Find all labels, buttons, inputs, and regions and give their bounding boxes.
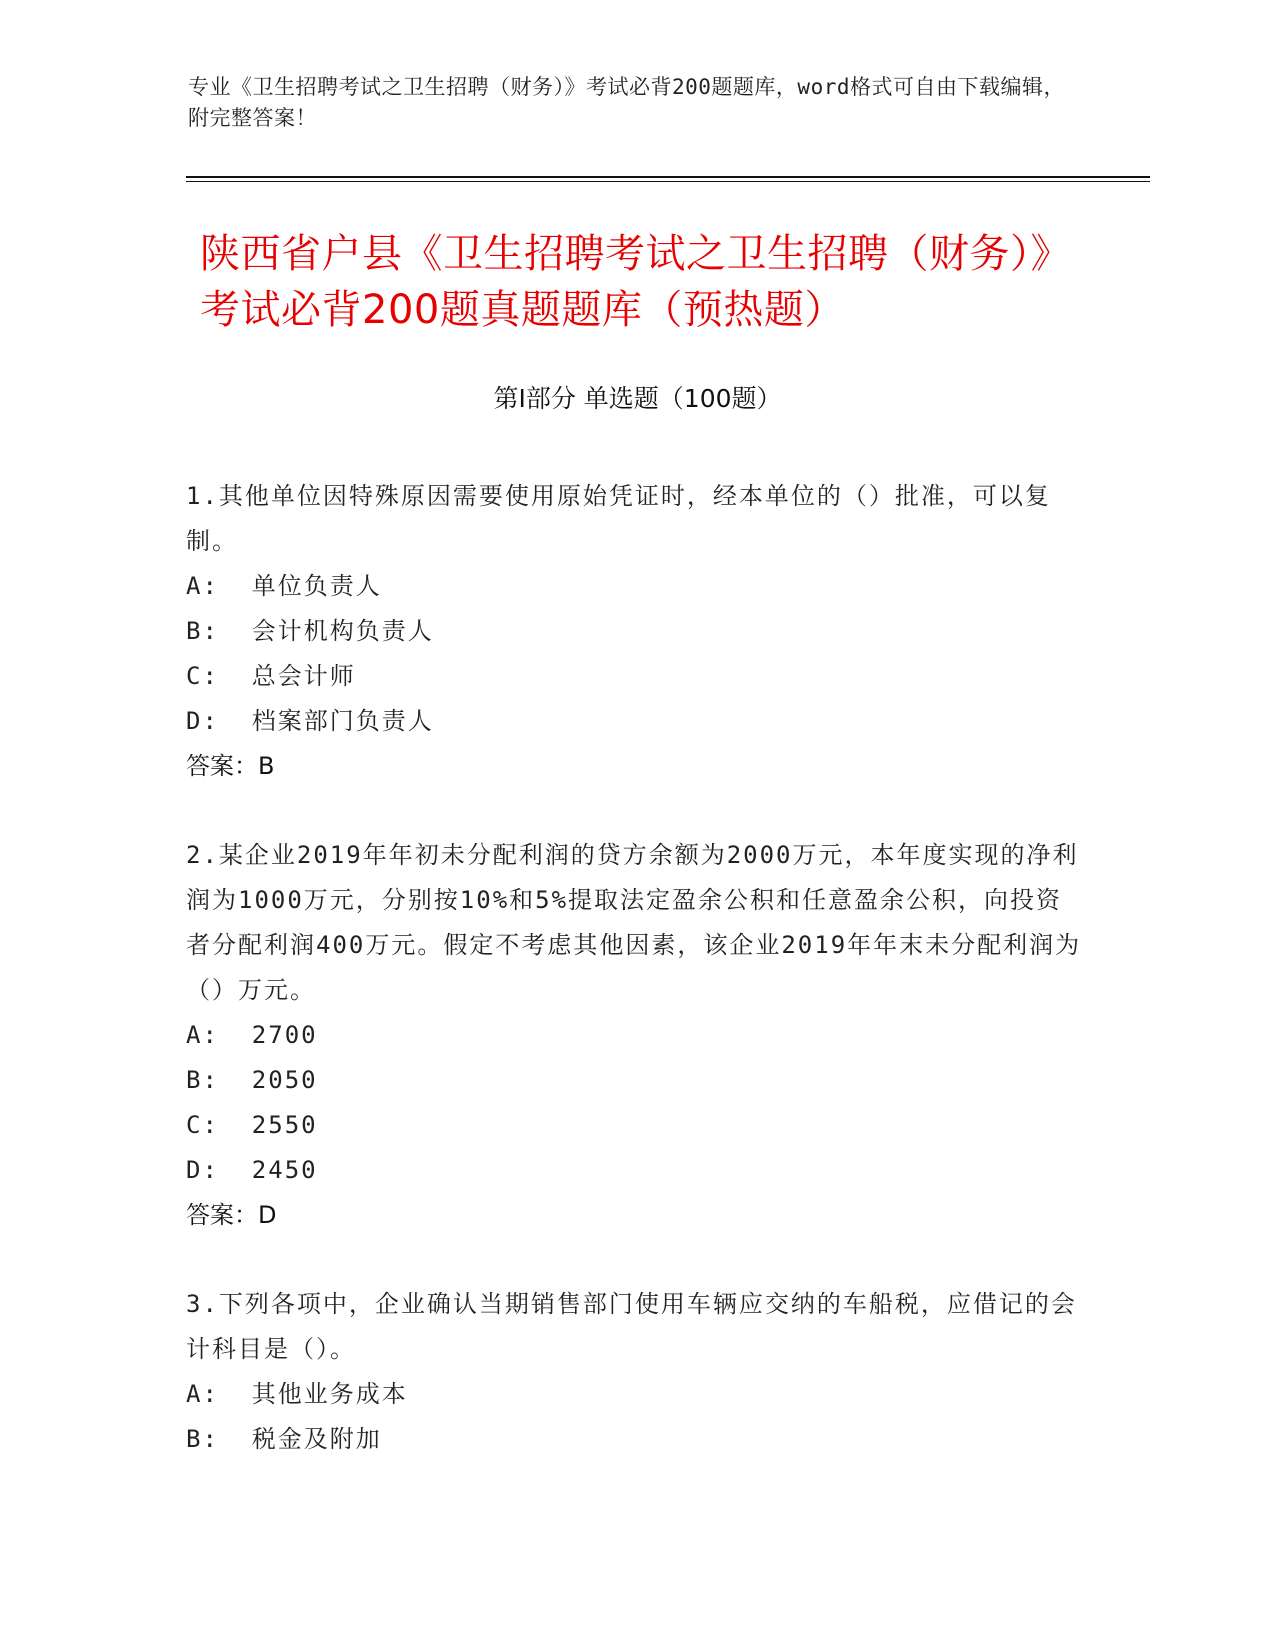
option-c: C: 2550 [186,1111,318,1139]
option-b: B: 会计机构负责人 [186,617,434,645]
question-spacer [186,789,1086,833]
question-stem: 2.某企业2019年年初未分配利润的贷方余额为2000万元，本年度实现的净利润为1000万元，分别按10%和5%提取法定盈余公积和任意盈余公积，向投资者分配利润400万元。假定不考虑其他因素，该企业2019年年末未分配利润为（）万元。 [186,841,1082,1004]
question-spacer [186,1238,1086,1282]
question-1 [186,474,1086,789]
question-3 [186,1282,1086,1462]
option-a: A: 其他业务成本 [186,1380,408,1408]
option-b: B: 2050 [186,1066,318,1094]
option-a: A: 2700 [186,1021,318,1049]
answer-line: 答案：D [186,1201,277,1229]
option-d: D: 2450 [186,1156,318,1184]
document-title: 陕西省户县《卫生招聘考试之卫生招聘（财务）》考试必背200题真题题库（预热题） [200,231,1071,333]
question-2 [186,833,1086,1238]
header-divider-thick [186,176,1150,178]
header-divider-thin [186,181,1150,182]
question-list [186,474,1086,1462]
answer-line: 答案：B [186,752,275,780]
header-note: 专业《卫生招聘考试之卫生招聘（财务）》考试必背200题题库，word格式可自由下载编辑，附完整答案！ [188,75,1065,130]
question-stem: 1.其他单位因特殊原因需要使用原始凭证时，经本单位的（）批准，可以复制。 [186,482,1051,555]
option-b: B: 税金及附加 [186,1425,382,1453]
question-stem: 3.下列各项中，企业确认当期销售部门使用车辆应交纳的车船税，应借记的会计科目是（）。 [186,1290,1077,1363]
option-d: D: 档案部门负责人 [186,707,434,735]
section-title: 第Ⅰ部分 单选题（100题） [493,384,782,413]
option-a: A: 单位负责人 [186,572,382,600]
option-c: C: 总会计师 [186,662,356,690]
